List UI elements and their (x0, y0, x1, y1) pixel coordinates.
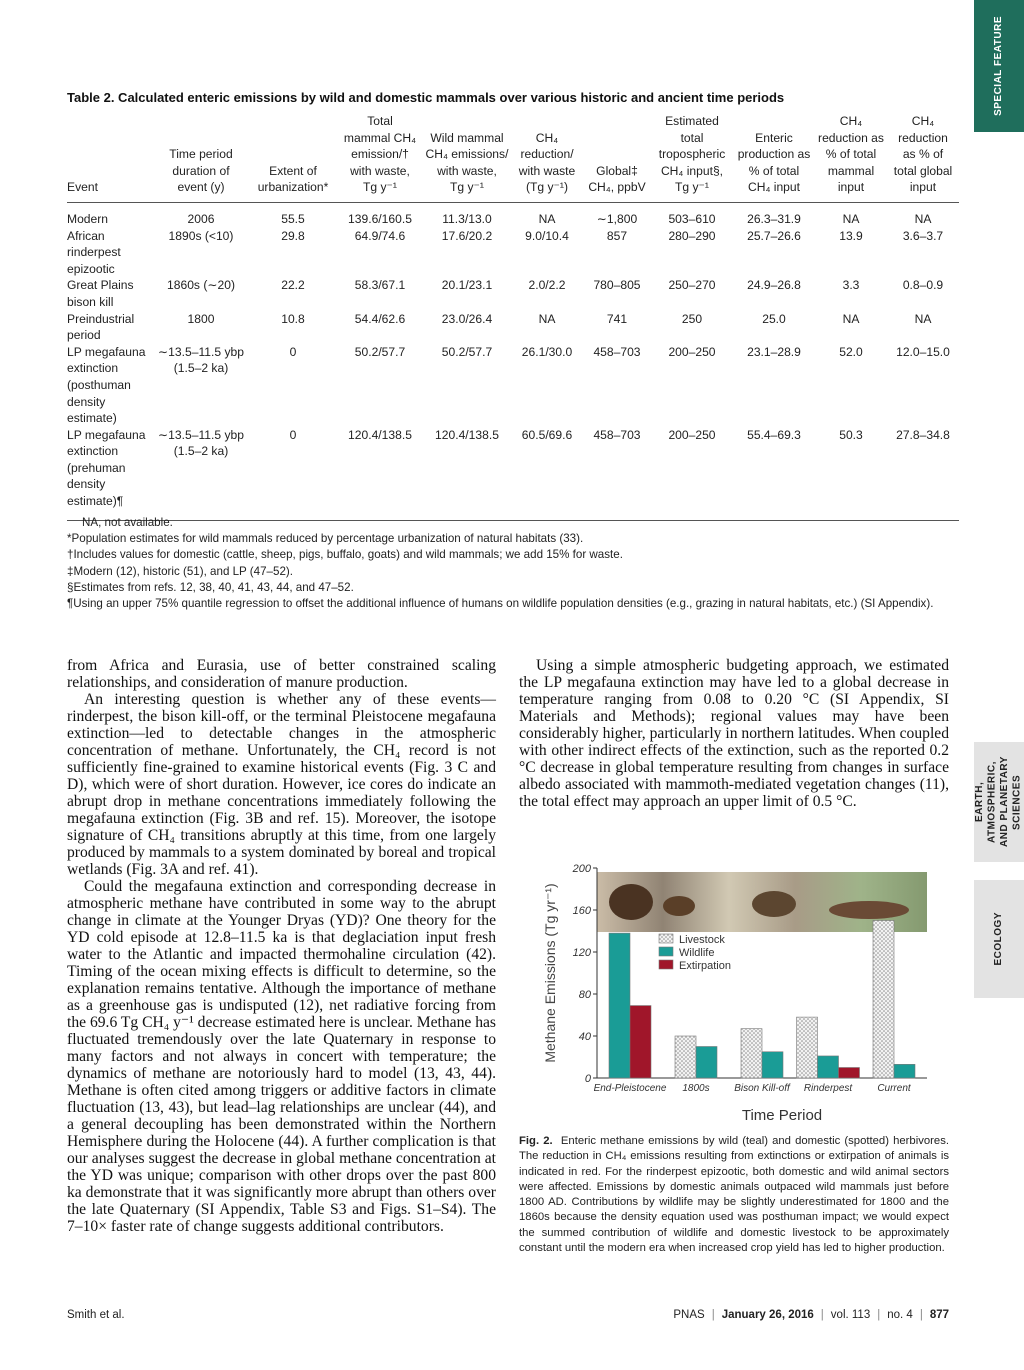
legend-label: Wildlife (679, 947, 715, 959)
table-header-text: Time period duration of event (y) (169, 147, 233, 195)
table-cell-text: 1800 (187, 311, 215, 326)
bar-extirpation (839, 1068, 860, 1079)
table-cell-text: 10.8 (281, 311, 305, 326)
footer-journal: PNAS (673, 1309, 705, 1321)
table-cell (815, 228, 887, 278)
x-tick-label: Rinderpest (803, 1083, 853, 1094)
table-cell-text: 12.0–15.0 (896, 344, 950, 359)
table-header-cell (733, 113, 815, 202)
mammoth-image (609, 884, 653, 920)
table-cell-text: 50.2/57.7 (441, 344, 493, 359)
table-cell (67, 228, 153, 278)
table-cell (249, 344, 337, 427)
table-header-cell (153, 113, 249, 202)
emissions-table (67, 113, 959, 521)
table-cell (887, 277, 959, 310)
table-cell (153, 344, 249, 427)
table-cell (733, 202, 815, 227)
table-cell-text: LP megafauna extinction (prehuman density estimate)¶ (67, 427, 146, 509)
bar-wildlife (894, 1064, 915, 1078)
footer-authors: Smith et al. (67, 1309, 125, 1321)
table-cell-text: 780–805 (593, 278, 641, 293)
table-cell (423, 427, 511, 520)
table-cell (733, 311, 815, 344)
table-cell-text: 139.6/160.5 (348, 211, 412, 226)
x-tick-label: Bison Kill-off (734, 1083, 790, 1094)
bar-extirpation (630, 1006, 651, 1078)
table-cell-text: NA (914, 311, 932, 326)
table-cell (511, 202, 583, 227)
table-cell (815, 427, 887, 520)
table-header-text: CH₄ reduction as % of total mammal input (818, 114, 884, 195)
table-cell-text: 50.2/57.7 (354, 344, 406, 359)
footnote: NA, not available. (82, 516, 173, 529)
bar-wildlife (818, 1056, 839, 1078)
table-cell (887, 228, 959, 278)
table-header-cell (815, 113, 887, 202)
table-cell (249, 427, 337, 520)
table-cell-text: 50.3 (839, 427, 863, 442)
table-row (67, 427, 959, 520)
table-cell (423, 311, 511, 344)
table-header-cell (67, 113, 153, 202)
table-cell-text: 26.3–31.9 (747, 211, 801, 226)
table-cell-text: NA (842, 311, 860, 326)
table-cell (337, 311, 423, 344)
legend-swatch (659, 934, 673, 943)
table-cell-text: 11.3/13.0 (442, 211, 492, 226)
ecology-tab (974, 880, 1024, 998)
y-tick-label: 80 (578, 989, 591, 1001)
table-cell-text: NA (914, 211, 932, 226)
footnote: †Includes values for domestic (cattle, sheep, pigs, buffalo, goats) and wild mammals; we add 15% for waste. (67, 548, 623, 562)
table-cell-text: Great Plains bison kill (67, 278, 134, 309)
table-cell-text: 60.5/69.6 (521, 427, 573, 442)
table-caption: Table 2. Calculated enteric emissions by wild and domestic mammals over various historic and ancient time periods (67, 90, 785, 105)
table-cell-text: 55.5 (281, 211, 305, 226)
table-cell (583, 202, 651, 227)
table-cell (67, 344, 153, 427)
table-cell-text: Modern (67, 211, 109, 226)
table-cell-text: 503–610 (668, 211, 716, 226)
table-cell (423, 277, 511, 310)
table-cell-text: 250 (681, 311, 703, 326)
table-cell-text: 20.1/23.1 (441, 278, 493, 293)
table-cell (153, 228, 249, 278)
table-cell (337, 277, 423, 310)
table-cell (733, 228, 815, 278)
table-cell (337, 228, 423, 278)
table-cell (815, 277, 887, 310)
table-cell-text: 120.4/138.5 (435, 427, 499, 442)
x-axis-label: Time Period (741, 1107, 823, 1124)
figure-caption-text: Enteric methane emissions by wild (teal) and domestic (spotted) herbivores. The reduction in CH₄ emissions resulting from extinctions or extirpation of animals is indicated in red. For the rinderpest epizootic, both domestic and wild animal sectors were affected. Emissions by domestic animals outpaced wild mammals just before 1800 AD. Contributions by wildlife may be slightly underestimated for 1800 and the 1860s because the density equation used was posthuman impact; we would expect the summed contribution of wildlife and domestic livestock to be approximately constant until the modern era when increased crop yield has led to higher production. (519, 1135, 949, 1255)
y-axis-label: Methane Emissions (Tg yr⁻¹) (542, 883, 558, 1063)
table-cell-text: 64.9/74.6 (354, 228, 406, 243)
legend-swatch (659, 960, 673, 969)
table-cell (423, 202, 511, 227)
table-cell (733, 277, 815, 310)
footer-issue: no. 4 (887, 1309, 913, 1321)
table-body (67, 202, 959, 520)
table-cell (67, 202, 153, 227)
table-cell-text: 24.9–26.8 (747, 278, 801, 293)
table-cell (583, 228, 651, 278)
table-cell (733, 344, 815, 427)
table-cell (815, 311, 887, 344)
bar-livestock (675, 1036, 696, 1078)
table-header-cell (423, 113, 511, 202)
table-cell-text: 857 (606, 228, 628, 243)
table-cell (887, 344, 959, 427)
figure-caption (519, 1134, 949, 1256)
table-header-text: CH₄ reduction/ with waste (Tg y⁻¹) (518, 130, 576, 195)
table-cell (887, 311, 959, 344)
footnote: §Estimates from refs. 12, 38, 40, 41, 43, 44, and 47–52. (67, 580, 354, 594)
table-header-text: CH₄ reduction as % of total global input (893, 114, 953, 195)
table-cell (249, 311, 337, 344)
table-cell (733, 427, 815, 520)
paragraph: Using a simple atmospheric budgeting approach, we estimated the LP megafauna extinction may have led to a global decrease in temperature ranging from 0.08 to 0.20 °C (SI Appendix, SI Materials and Methods); regional values may have been considerably higher, particularly in northern latitudes. When coupled with other indirect effects of the extinction, such as the reported 0.2 °C decrease in global temperature resulting from changes in surface albedo associated with mammoth-mediated vegetation changes (11), the total effect may approach an upper limit of 0.5 °C. (519, 657, 949, 810)
table-header-row (67, 113, 959, 202)
table-cell-text: 25.7–26.6 (747, 228, 801, 243)
table-cell (423, 228, 511, 278)
table-cell-text: ∼13.5–11.5 ybp (1.5–2 ka) (158, 344, 244, 376)
table-cell-text: 23.0/26.4 (441, 311, 493, 326)
earth-sciences-tab (974, 742, 1024, 862)
table-cell-text: 200–250 (668, 427, 716, 442)
earth-sciences-label: EARTH, ATMOSPHERIC, AND PLANETARY SCIENCES (974, 756, 1023, 848)
table-cell (337, 427, 423, 520)
table-row (67, 311, 959, 344)
table-cell-text: 13.9 (839, 228, 863, 243)
bison-image (663, 896, 695, 916)
table-header-cell (583, 113, 651, 202)
bar-livestock (741, 1029, 762, 1078)
table-header-cell (651, 113, 733, 202)
table-row (67, 344, 959, 427)
table-header-cell (249, 113, 337, 202)
table-cell (887, 427, 959, 520)
table-header-cell (887, 113, 959, 202)
legend-swatch (659, 947, 673, 956)
table-cell (67, 277, 153, 310)
table-cell (337, 344, 423, 427)
table-cell-text: 23.1–28.9 (747, 344, 801, 359)
table-header-text: Wild mammal CH₄ emissions/ with waste, Tg y⁻¹ (425, 130, 509, 195)
table-cell (651, 427, 733, 520)
bar-wildlife (609, 933, 630, 1078)
table-cell (423, 344, 511, 427)
footnote: *Population estimates for wild mammals reduced by percentage urbanization of natural habitats (33). (67, 532, 584, 546)
table-header-text: Estimated total tropospheric CH₄ input§, Tg y⁻¹ (658, 114, 726, 195)
table-cell-text: 55.4–69.3 (747, 427, 801, 442)
bar-livestock (797, 1017, 818, 1078)
paragraph: from Africa and Eurasia, use of better constrained scaling relationships, and consideration of manure production. (67, 657, 496, 691)
table-cell-text: 58.3/67.1 (354, 278, 406, 293)
table-header-cell (337, 113, 423, 202)
cattle-image (829, 901, 909, 919)
table-cell (583, 427, 651, 520)
table-header-text: Event (67, 180, 98, 195)
table-header-text: Extent of urbanization* (257, 163, 329, 195)
table-cell (511, 427, 583, 520)
table-cell (583, 344, 651, 427)
table-cell-text: 54.4/62.6 (354, 311, 406, 326)
table-cell-text: 0.8–0.9 (902, 278, 944, 293)
table-cell (887, 202, 959, 227)
table-cell (67, 427, 153, 520)
footnote: ‡Modern (12), historic (51), and LP (47–52). (67, 564, 293, 578)
table-cell (511, 277, 583, 310)
paragraph: An interesting question is whether any of these events—rinderpest, the bison kill-off, or the terminal Pleistocene megafauna extinction—led to detectable changes in the atmospheric concentration of methane. Unfortunately, the CH₄ record is not sufficiently fine-grained to examine historical events (Fig. 3 C and D), which were of short duration. However, ice cores do indicate an abrupt drop in methane concentrations immediately following the megafauna extinction (Fig. 3B and ref. 15). Moreover, the isotope signature of CH₄ transitions abruptly at this time, from one largely produced by mammals to a system dominated by boreal and tropical wetlands (Fig. 3A and ref. 41). (67, 691, 496, 878)
table-cell (651, 311, 733, 344)
table-cell-text: 0 (289, 344, 297, 359)
special-feature-tab (974, 0, 1024, 132)
figure-label: Fig. 2. (519, 1135, 553, 1147)
table-cell (583, 311, 651, 344)
table-cell-text: 458–703 (593, 344, 641, 359)
table-cell (511, 228, 583, 278)
figure-2 (519, 858, 949, 1128)
x-tick-label: 1800s (682, 1083, 710, 1094)
table-row (67, 202, 959, 227)
table-header-text: Global‡ CH₄, ppbV (588, 163, 646, 195)
table-cell (153, 202, 249, 227)
special-feature-label: SPECIAL FEATURE (992, 16, 1004, 116)
table-cell-text: 3.6–3.7 (902, 228, 944, 243)
paragraph: Could the megafauna extinction and corresponding decrease in atmospheric methane have contributed in some way to the abrupt change in climate at the Younger Dryas (YD)? One theory for the YD cold episode at 12.8–11.5 ka is that deglaciation input fresh water to the Atlantic and impacted thermohaline circulation (42). Timing of the ocean mixing effects is difficult to determine, so the explanation remains tentative. Although the importance of methane as a greenhouse gas is undisputed (12), net radiative forcing from the 69.6 Tg CH₄ y⁻¹ decrease estimated here is unclear. Methane has fluctuated tremendously over the late Quaternary in response to many factors and not always in concert with temperature; the dynamics of methane are notoriously hard to model (13, 43, 44). Methane is often cited among triggers or additive factors in climate fluctuation (13, 43), but lead–lag relationships are unclear (44), and a general decoupling has been demonstrated within the Northern Hemisphere during the Holocene (44). A further complication is that our analyses suggest the decrease in global methane concentration at the YD was unique; comparison with other drops over the past 800 ka demonstrate that it was significantly more abrupt than others over the late Quaternary (SI Appendix, Table S3 and Figs. S1–S4). The 7–10× faster rate of change suggests additional contributors. (67, 878, 496, 1235)
y-tick-label: 0 (584, 1073, 591, 1085)
table-cell-text: NA (538, 211, 556, 226)
table-cell-text: 200–250 (668, 344, 716, 359)
table-cell-text: 25.0 (762, 311, 786, 326)
table-cell-text: 17.6/20.2 (441, 228, 493, 243)
table-cell-text: 26.1/30.0 (521, 344, 573, 359)
body-column-left (67, 657, 496, 1235)
body-column-right (519, 657, 949, 810)
table-cell-text: ∼13.5–11.5 ybp (1.5–2 ka) (158, 427, 244, 459)
legend-label: Extirpation (679, 960, 731, 972)
table-cell-text: 458–703 (593, 427, 641, 442)
table-cell-text: 250–270 (668, 278, 716, 293)
table-header-text: Total mammal CH₄ emission/† with waste, Tg y⁻¹ (343, 114, 417, 195)
buffalo-image (752, 891, 796, 917)
x-tick-label: End-Pleistocene (593, 1083, 667, 1094)
table-cell (651, 277, 733, 310)
table-cell-text: 0 (289, 427, 297, 442)
table-cell-text: 27.8–34.8 (896, 427, 950, 442)
table-cell (651, 228, 733, 278)
table-cell-text: 22.2 (281, 278, 305, 293)
table-cell (153, 311, 249, 344)
bar-wildlife (762, 1052, 783, 1078)
table-cell-text: African rinderpest epizootic (67, 228, 121, 276)
table-cell-text: 52.0 (839, 344, 863, 359)
table-cell-text: 2006 (187, 211, 215, 226)
table-cell-text: 280–290 (668, 228, 716, 243)
table-cell (249, 277, 337, 310)
table-cell-text: 741 (606, 311, 628, 326)
table-footnotes (67, 515, 952, 612)
table-cell-text: LP megafauna extinction (posthuman density estimate) (67, 344, 146, 426)
table-header-cell (511, 113, 583, 202)
table-cell (583, 277, 651, 310)
table-cell-text: 120.4/138.5 (348, 427, 412, 442)
table-cell-text: 3.3 (842, 278, 860, 293)
table-cell-text: Preindustrial period (67, 311, 135, 343)
bar-wildlife (696, 1047, 717, 1079)
footer-page: 877 (929, 1309, 949, 1321)
table-cell (651, 202, 733, 227)
y-tick-label: 200 (572, 863, 591, 875)
table-cell (153, 277, 249, 310)
table-cell-text: 1860s (∼20) (167, 278, 235, 293)
table-cell (651, 344, 733, 427)
table-cell (511, 344, 583, 427)
ecology-label: ECOLOGY (992, 912, 1004, 966)
table-cell-text: NA (538, 311, 556, 326)
footer-date: January 26, 2016 (721, 1309, 814, 1321)
bar-livestock (873, 921, 894, 1079)
table-cell (815, 202, 887, 227)
y-tick-label: 160 (572, 905, 591, 917)
table-cell-text: 29.8 (281, 228, 305, 243)
y-tick-label: 40 (578, 1031, 591, 1043)
table-cell (249, 202, 337, 227)
table-cell-text: 2.0/2.2 (528, 278, 566, 293)
table-row (67, 228, 959, 278)
table-header-text: Enteric production as % of total CH₄ input (737, 130, 811, 195)
table-cell (153, 427, 249, 520)
y-tick-label: 120 (572, 947, 591, 959)
table-cell (337, 202, 423, 227)
table-cell (815, 344, 887, 427)
table-cell-text: ∼1,800 (596, 211, 638, 226)
table-cell (511, 311, 583, 344)
footer-volume: vol. 113 (830, 1309, 871, 1321)
methane-emissions-chart (519, 858, 949, 1128)
footnote: ¶Using an upper 75% quantile regression to offset the additional influence of humans on wildlife population densities (e.g., grazing in natural habitats, etc.) (SI Appendix). (67, 597, 934, 611)
table-row (67, 277, 959, 310)
x-tick-label: Current (877, 1083, 911, 1094)
table-cell-text: NA (842, 211, 860, 226)
table-cell (249, 228, 337, 278)
table-cell (67, 311, 153, 344)
table-cell-text: 9.0/10.4 (525, 228, 569, 243)
table-cell-text: 1890s (<10) (168, 228, 234, 243)
legend-label: Livestock (679, 934, 725, 946)
